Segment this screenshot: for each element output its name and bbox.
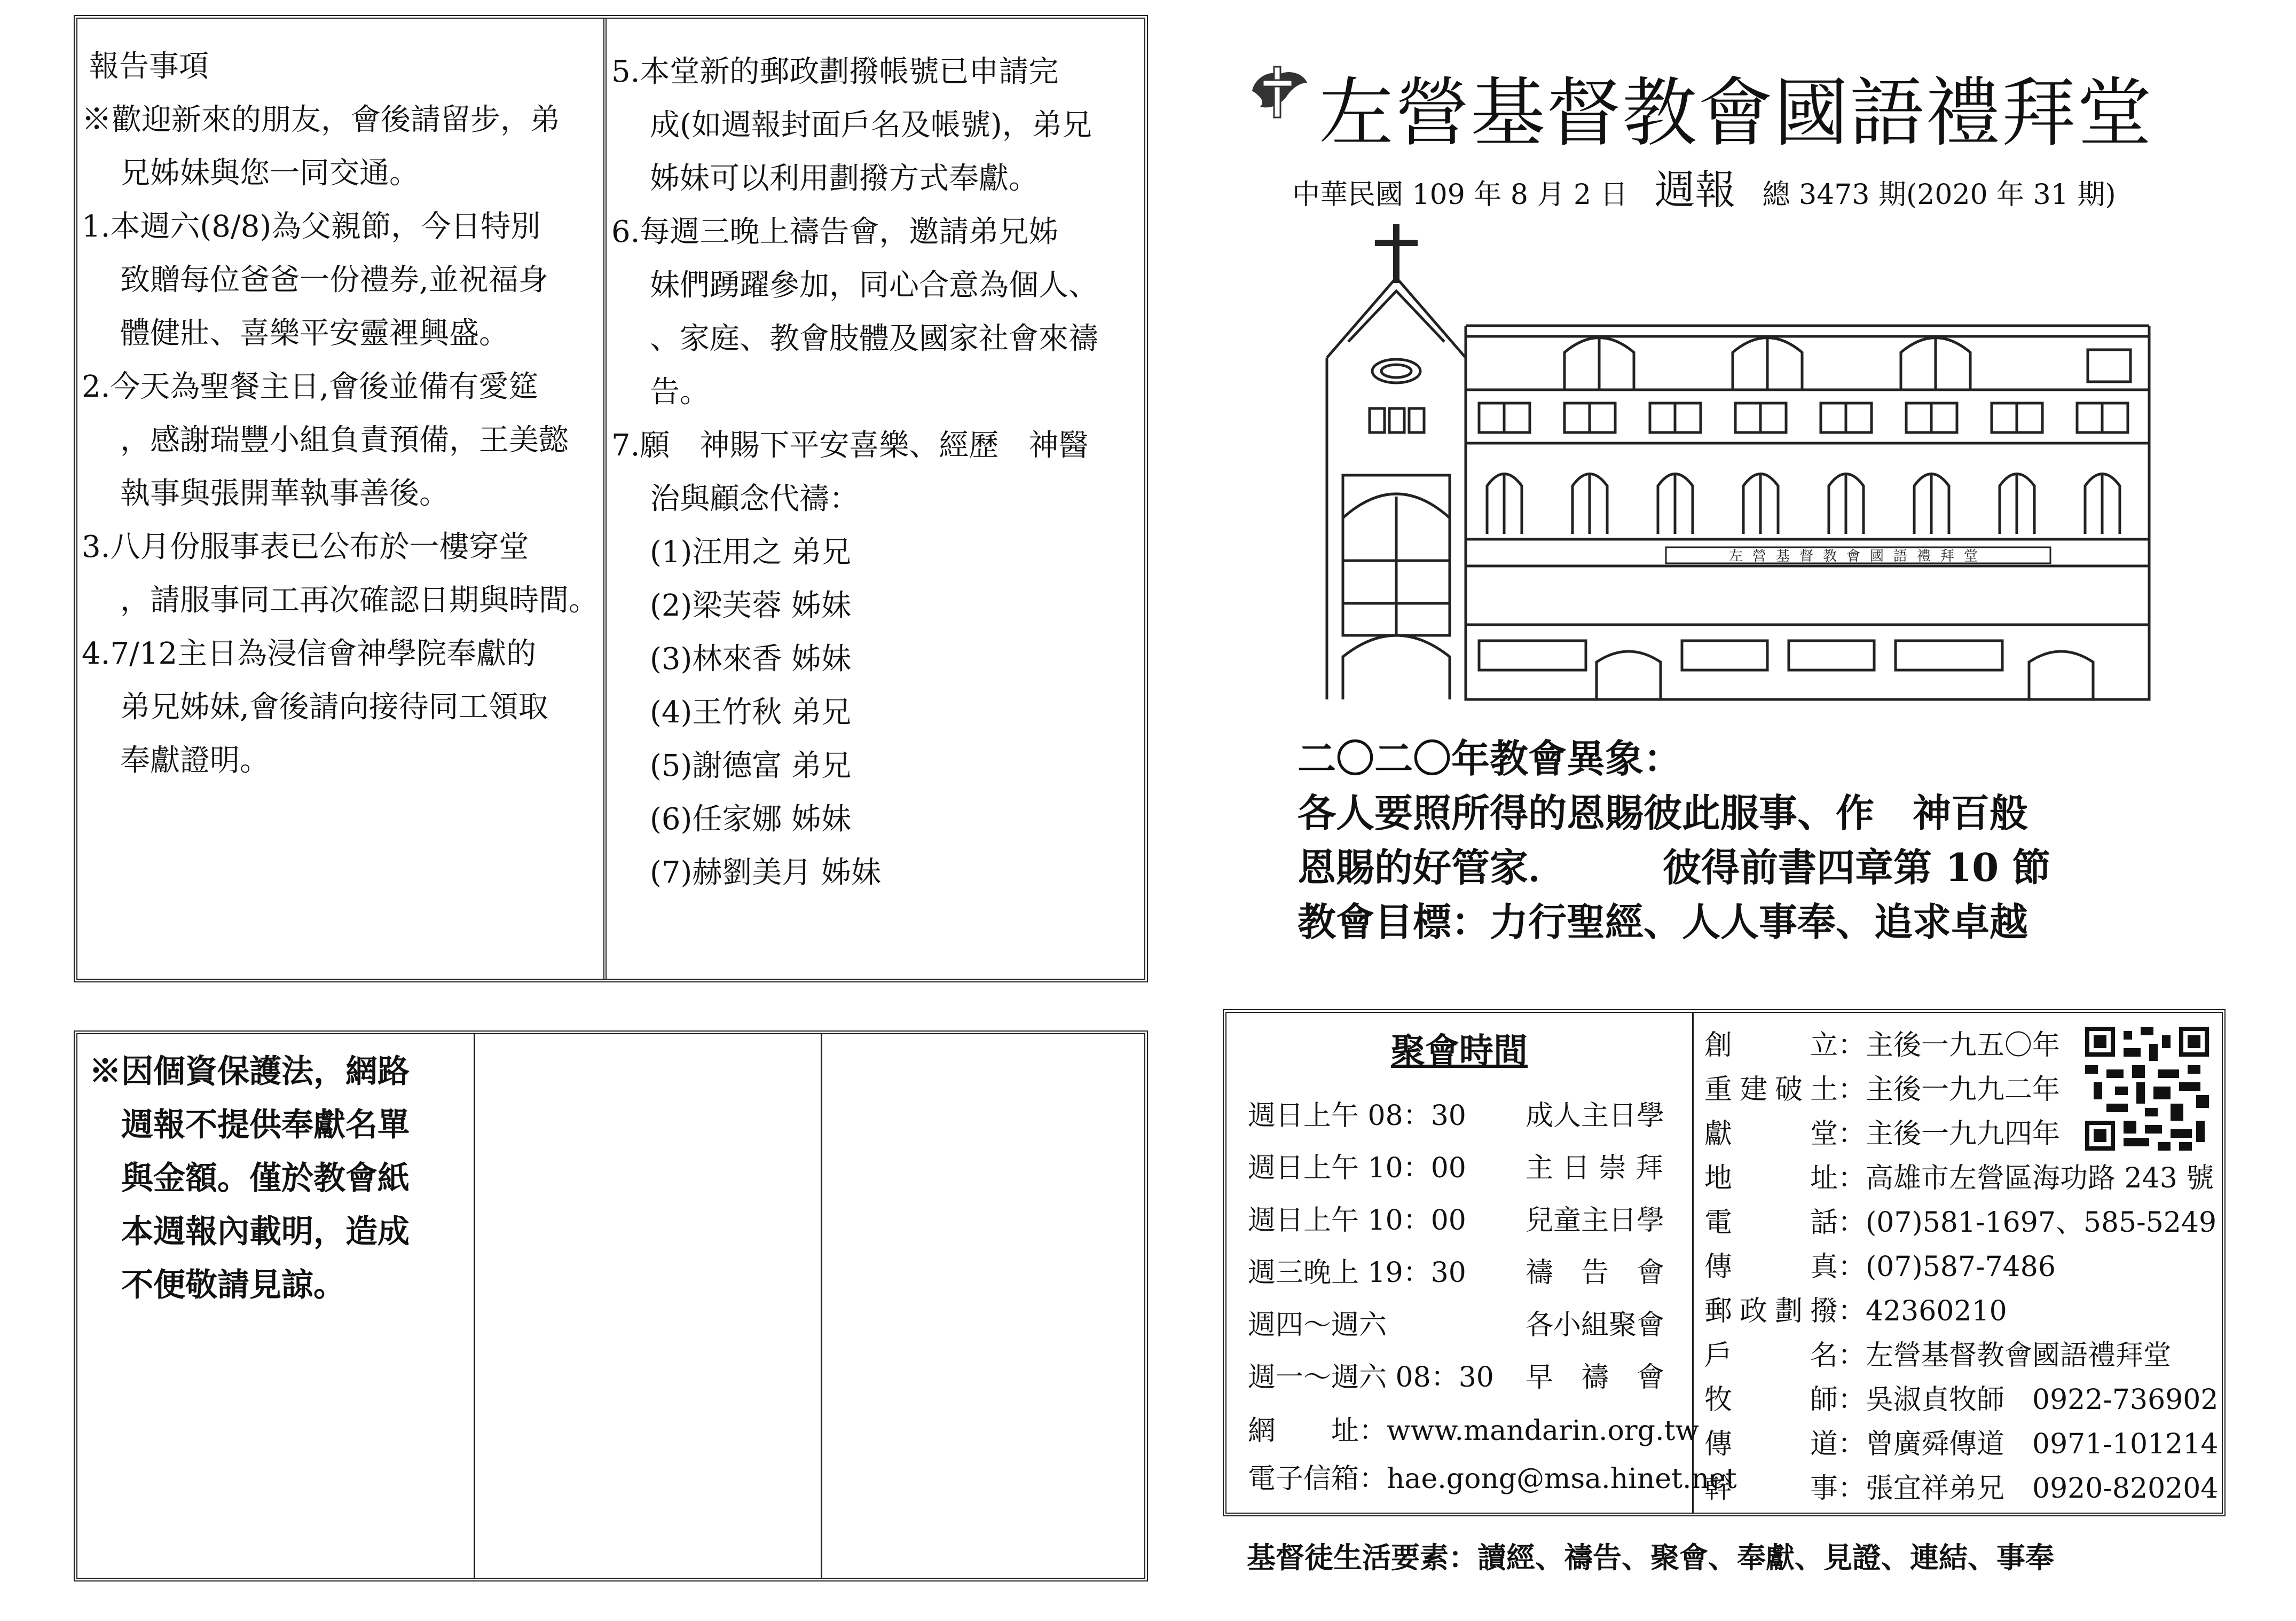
meeting-name: 各小組聚會 [1526, 1309, 1665, 1341]
announcement-line: 6.每週三晚上禱告會，邀請弟兄姊 [611, 215, 1059, 249]
church-info-row [1704, 1022, 2060, 1063]
meeting-times-title: 聚會時間 [1391, 1031, 1528, 1071]
announcement-line: (1)汪用之 弟兄 [650, 535, 852, 570]
church-info-row [1704, 1111, 2060, 1151]
meeting-name: 兒童主日學 [1526, 1205, 1665, 1237]
announcement-line: (5)謝德富 弟兄 [650, 749, 852, 783]
church-info-key: 重建破土 [1704, 1074, 1838, 1106]
announcements-box [74, 15, 1148, 982]
church-info-row [1704, 1244, 2056, 1284]
vision-line: 各人要照所得的恩賜彼此服事、作 神百般 [1298, 790, 2028, 836]
meeting-row [1248, 1302, 1664, 1342]
church-info-key: 傳真 [1704, 1251, 1838, 1283]
church-info-key: 地址 [1704, 1162, 1838, 1194]
church-info-row [1704, 1377, 2218, 1417]
church-info-key: 獻堂 [1704, 1118, 1838, 1150]
bulletin-date: 中華民國 109 年 8 月 2 日 [1292, 179, 1628, 211]
church-info-key: 傳道 [1704, 1428, 1838, 1460]
meeting-name: 成人主日學 [1526, 1100, 1665, 1132]
church-title: 左營基督教會國語禮拜堂 [1319, 70, 2153, 157]
church-info-row [1704, 1421, 2218, 1461]
church-building-illustration [1319, 219, 2152, 710]
privacy-note-line: 本週報內載明，造成 [121, 1213, 410, 1250]
qr-code-icon [2085, 1027, 2209, 1151]
announcement-line: ，請服事同工再次確認日期與時間。 [120, 583, 599, 618]
church-info-key: 郵政劃撥 [1704, 1295, 1838, 1327]
church-info-key: 牧師 [1704, 1384, 1838, 1416]
offering-divider-1 [474, 1034, 475, 1578]
meeting-time: 週日上午 10：00 [1248, 1205, 1466, 1237]
meeting-row [1248, 1093, 1664, 1133]
announcement-line: 5.本堂新的郵政劃撥帳號已申請完 [611, 54, 1059, 89]
church-info-key: 創立 [1704, 1029, 1838, 1061]
announcement-line: 、家庭、教會肢體及國家社會來禱 [650, 321, 1098, 356]
announcement-line: 7.願 神賜下平安喜樂、經歷 神醫 [611, 428, 1089, 463]
meeting-name: 禱 告 會 [1526, 1257, 1665, 1289]
building-sign: 左營基督教會國語禮拜堂 [1728, 548, 1988, 564]
column-divider [603, 19, 607, 979]
church-info-row [1704, 1155, 2214, 1195]
announcement-line: ※歡迎新來的朋友，會後請留步，弟 [82, 103, 560, 137]
announcement-line: 治與顧念代禱： [650, 482, 859, 516]
announcement-line: 告。 [650, 375, 710, 410]
church-info-row [1704, 1466, 2218, 1506]
privacy-note-line: 週報不提供奉獻名單 [121, 1106, 410, 1144]
email: 電子信箱：hae.gong@msa.hinet.net [1248, 1463, 1737, 1495]
announcement-line: 4.7/12主日為浸信會神學院奉獻的 [82, 636, 537, 671]
meeting-time: 週一～週六 08：30 [1248, 1362, 1494, 1394]
announcements-right-column [611, 19, 1145, 979]
footer-text: 基督徒生活要素：讀經、禱告、聚會、奉獻、見證、連結、事奉 [1247, 1540, 2054, 1575]
church-info-value: ：主後一九九四年 [1838, 1118, 2061, 1150]
announcement-line: 弟兄姊妹,會後請向接待同工領取 [120, 690, 548, 725]
announcement-line: (2)梁芙蓉 姊妹 [650, 588, 852, 623]
church-info-row [1704, 1200, 2216, 1240]
church-info-value: ：吳淑貞牧師 0922-736902 [1838, 1384, 2219, 1416]
church-info-value: ：高雄市左營區海功路 243 號 [1838, 1162, 2214, 1194]
church-info-row [1704, 1288, 2007, 1328]
meeting-row [1248, 1355, 1664, 1395]
announcement-line: 兄姊妹與您一同交通。 [120, 156, 419, 191]
church-info-value: ：(07)587-7486 [1838, 1251, 2056, 1283]
announcement-line: 奉獻證明。 [120, 743, 270, 778]
church-logo-icon [1249, 59, 1309, 123]
vision-statement [1298, 731, 2050, 949]
privacy-note-line: 不便敬請見諒。 [121, 1266, 345, 1304]
announcement-line: (3)林來香 姊妹 [650, 642, 852, 676]
announcement-line: 姊妹可以利用劃撥方式奉獻。 [650, 161, 1039, 196]
meeting-time: 週四～週六 [1248, 1309, 1387, 1341]
church-info-value: ：主後一九九二年 [1838, 1074, 2061, 1106]
church-info-value: ：42360210 [1838, 1295, 2007, 1327]
announcement-line: ，感謝瑞豐小組負責預備，王美懿 [120, 423, 569, 458]
church-info-key: 戶名 [1704, 1340, 1838, 1372]
vision-line: 恩賜的好管家． 彼得前書四章第 10 節 [1298, 845, 2051, 890]
announcement-line: (6)任家娜 姊妹 [650, 802, 852, 837]
announcement-line: 妹們踴躍參加，同心合意為個人、 [650, 268, 1098, 303]
bulletin-label: 週報 [1654, 166, 1736, 214]
vision-line: 二〇二〇年教會異象： [1298, 736, 1682, 781]
church-info-value: ：主後一九五〇年 [1838, 1029, 2061, 1061]
meeting-row [1248, 1198, 1664, 1238]
offering-box [74, 1030, 1148, 1581]
announcement-line: (7)赫劉美月 姊妹 [650, 855, 882, 890]
announcement-line: 執事與張開華執事善後。 [120, 476, 449, 511]
website: 網 址：www.mandarin.org.tw [1248, 1415, 1699, 1447]
meeting-time: 週三晚上 19：30 [1248, 1257, 1466, 1289]
info-box [1223, 1009, 2226, 1516]
meeting-name: 主 日 崇 拜 [1526, 1152, 1663, 1184]
church-info-row [1704, 1333, 2171, 1373]
privacy-note-line: ※因個資保護法，網路 [89, 1053, 410, 1090]
announcement-line: 1.本週六(8/8)為父親節，今日特別 [82, 209, 541, 244]
privacy-note-line: 與金額。僅於教會紙 [121, 1160, 410, 1197]
announcement-line: 體健壯、喜樂平安靈裡興盛。 [120, 316, 509, 351]
church-info-key: 幹事 [1704, 1473, 1838, 1505]
announcement-line: 2.今天為聖餐主日,會後並備有愛筵 [82, 369, 539, 404]
announcement-line: 致贈每位爸爸一份禮券,並祝福身 [120, 263, 548, 297]
meeting-time: 週日上午 08：30 [1248, 1100, 1466, 1132]
meeting-row [1248, 1145, 1663, 1185]
announcements-title: 報告事項 [89, 49, 209, 84]
church-info-value: ：(07)581-1697、585-5249 [1838, 1207, 2217, 1239]
meeting-time: 週日上午 10：00 [1248, 1152, 1466, 1184]
church-info-row [1704, 1067, 2060, 1107]
church-info-value: ：張宜祥弟兄 0920-820204 [1838, 1473, 2219, 1505]
vision-line: 教會目標：力行聖經、人人事奉、追求卓越 [1298, 899, 2028, 945]
announcement-line: 成(如週報封面戶名及帳號)，弟兄 [650, 108, 1092, 143]
privacy-note [89, 1045, 410, 1312]
church-info-value: ：左營基督教會國語禮拜堂 [1838, 1340, 2172, 1372]
meeting-name: 早 禱 會 [1526, 1362, 1665, 1394]
church-info-key: 電話 [1704, 1207, 1838, 1239]
bulletin-subtitle [1292, 158, 2116, 216]
church-info-value: ：曾廣舜傳道 0971-101214 [1838, 1428, 2219, 1460]
bulletin-issue: 總 3473 期(2020 年 31 期) [1762, 179, 2116, 211]
offering-divider-2 [821, 1034, 822, 1578]
announcement-line: (4)王竹秋 弟兄 [650, 695, 852, 730]
announcement-line: 3.八月份服事表已公布於一樓穿堂 [82, 530, 529, 564]
announcements-left-column [82, 19, 602, 979]
meeting-row [1248, 1250, 1664, 1290]
